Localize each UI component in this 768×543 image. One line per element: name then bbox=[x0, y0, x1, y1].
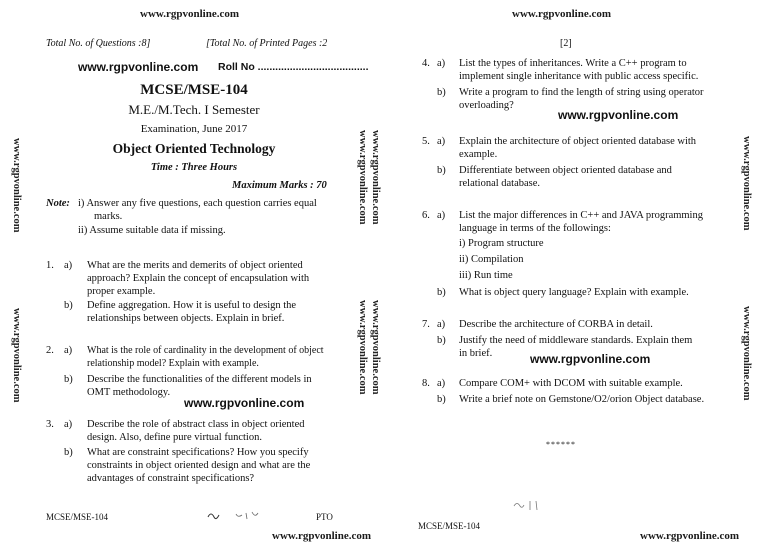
q5b-line-2: relational database. bbox=[459, 178, 541, 189]
q2b-line-2: OMT methodology. bbox=[87, 387, 171, 398]
q6a-item-3: iii) Run time bbox=[459, 270, 513, 281]
q1b-line-1: Define aggregation. How it is useful to design the bbox=[87, 300, 297, 311]
q7-number: 7. bbox=[422, 319, 430, 330]
q2b-label: b) bbox=[64, 374, 73, 385]
q3a-line-1: Describe the role of abstract class in object oriented bbox=[87, 419, 305, 430]
degree: M.E./M.Tech. I Semester bbox=[128, 102, 260, 117]
q2-number: 2. bbox=[46, 345, 54, 356]
left-footer-code: MCSE/MSE-104 bbox=[46, 512, 109, 522]
note-1b: marks. bbox=[94, 211, 123, 222]
q1a-line-2: approach? Explain the concept of encapsulation with bbox=[87, 273, 310, 284]
q2a-label: a) bbox=[64, 345, 73, 356]
end-stars: ****** bbox=[546, 440, 576, 449]
side-watermark-right-bottom: www.rgpvonline.com bbox=[741, 306, 752, 401]
paper-code: MCSE/MSE-104 bbox=[140, 82, 248, 98]
q6a-item-2: ii) Compilation bbox=[459, 254, 524, 265]
q8a-line-1: Compare COM+ with DCOM with suitable example. bbox=[459, 378, 683, 389]
q2a-line-1: What is the role of cardinality in the development of object bbox=[87, 345, 324, 356]
q7a-line-1: Describe the architecture of CORBA in detail. bbox=[459, 319, 653, 330]
q3b-line-3: advantages of constraint specifications? bbox=[87, 473, 255, 484]
q1a-label: a) bbox=[64, 260, 73, 271]
side-watermark-center-right-bottom: www.rgpvonline.com bbox=[370, 300, 381, 395]
q3b-line-1: What are constraint specifications? How you specify bbox=[87, 447, 309, 458]
right-footer-code: MCSE/MSE-104 bbox=[418, 521, 481, 531]
q5b-line-1: Differentiate between object oriented database and bbox=[459, 165, 672, 176]
side-watermark-left-top: www.rgpvonline.com bbox=[11, 138, 22, 233]
q6b-label: b) bbox=[437, 287, 446, 298]
q5b-label: b) bbox=[437, 165, 446, 176]
q5a-label: a) bbox=[437, 136, 446, 147]
q7a-label: a) bbox=[437, 319, 446, 330]
q6a-line-2: language in terms of the followings: bbox=[459, 223, 611, 234]
q8a-label: a) bbox=[437, 378, 446, 389]
left-footer-site: www.rgpvonline.com bbox=[272, 530, 371, 542]
q5-number: 5. bbox=[422, 136, 430, 147]
side-watermark-center-left-top: www.rgpvonline.com bbox=[357, 130, 368, 225]
side-watermark-center-right-top: www.rgpvonline.com bbox=[370, 130, 381, 225]
q6b-line-1: What is object query language? Explain with example. bbox=[459, 287, 689, 298]
q1b-label: b) bbox=[64, 300, 73, 311]
q6a-line-1: List the major differences in C++ and JAVA programming bbox=[459, 210, 703, 221]
total-pages: [Total No. of Printed Pages :2 bbox=[206, 38, 328, 49]
exam-session: Examination, June 2017 bbox=[140, 123, 248, 135]
note-1: i) Answer any five questions, each question carries equal bbox=[78, 198, 317, 209]
q7b-label: b) bbox=[437, 335, 446, 346]
subject-title: Object Oriented Technology bbox=[112, 141, 276, 156]
q1b-line-2: relationships between objects. Explain in brief. bbox=[87, 313, 285, 324]
total-questions: Total No. of Questions :8] bbox=[46, 38, 151, 49]
note-label: Note: bbox=[46, 198, 70, 209]
handwritten-mark bbox=[198, 508, 278, 522]
q8-number: 8. bbox=[422, 378, 430, 389]
q3a-label: a) bbox=[64, 419, 73, 430]
q3a-line-2: design. Also, define pure virtual function. bbox=[87, 432, 262, 443]
pto: PTO bbox=[316, 512, 333, 522]
q1a-line-3: proper example. bbox=[87, 286, 156, 297]
q4-number: 4. bbox=[422, 58, 430, 69]
q4a-line-2: implement single inheritance with public access specific. bbox=[459, 71, 699, 82]
q3b-label: b) bbox=[64, 447, 73, 458]
q4b-line-2: overloading? bbox=[459, 100, 514, 111]
right-header-site: www.rgpvonline.com bbox=[512, 8, 611, 20]
handwritten-mark-right bbox=[508, 498, 548, 512]
max-marks: Maximum Marks : 70 bbox=[232, 180, 327, 191]
q5a-line-1: Explain the architecture of object oriented database with bbox=[459, 136, 697, 147]
right-footer-site: www.rgpvonline.com bbox=[640, 530, 739, 542]
q7b-line-1: Justify the need of middleware standards. Explain them bbox=[459, 335, 693, 346]
q1-number: 1. bbox=[46, 260, 54, 271]
left-header-site: www.rgpvonline.com bbox=[140, 8, 239, 20]
roll-no: Roll No ...................................... bbox=[218, 61, 369, 73]
q6a-label: a) bbox=[437, 210, 446, 221]
q1a-line-1: What are the merits and demerits of object oriented bbox=[87, 260, 303, 271]
q4a-label: a) bbox=[437, 58, 446, 69]
q2b-line-1: Describe the functionalities of the different models in bbox=[87, 374, 312, 385]
q3b-line-2: constraints in object oriented design and what are the bbox=[87, 460, 311, 471]
note-2: ii) Assume suitable data if missing. bbox=[78, 225, 226, 236]
q4b-label: b) bbox=[437, 87, 446, 98]
q4a-line-1: List the types of inheritances. Write a C++ program to bbox=[459, 58, 687, 69]
right-site-2: www.rgpvonline.com bbox=[530, 352, 651, 366]
time: Time : Three Hours bbox=[150, 162, 238, 173]
page-number: [2] bbox=[560, 38, 572, 49]
q7b-line-2: in brief. bbox=[459, 348, 493, 359]
q8b-label: b) bbox=[437, 394, 446, 405]
q4b-line-1: Write a program to find the length of string using operator bbox=[459, 87, 704, 98]
left-mid-site: www.rgpvonline.com bbox=[184, 396, 305, 410]
q6a-item-1: i) Program structure bbox=[459, 238, 544, 249]
left-site-line: www.rgpvonline.com bbox=[78, 60, 199, 74]
q6-number: 6. bbox=[422, 210, 430, 221]
q5a-line-2: example. bbox=[459, 149, 498, 160]
q8b-line-1: Write a brief note on Gemstone/O2/orion Object database. bbox=[459, 394, 705, 405]
side-watermark-center-left-bottom: www.rgpvonline.com bbox=[357, 300, 368, 395]
right-site-1: www.rgpvonline.com bbox=[558, 108, 679, 122]
side-watermark-right-top: www.rgpvonline.com bbox=[741, 136, 752, 231]
q3-number: 3. bbox=[46, 419, 54, 430]
q2a-line-2: relationship model? Explain with example. bbox=[87, 358, 259, 369]
side-watermark-left-bottom: www.rgpvonline.com bbox=[11, 308, 22, 403]
